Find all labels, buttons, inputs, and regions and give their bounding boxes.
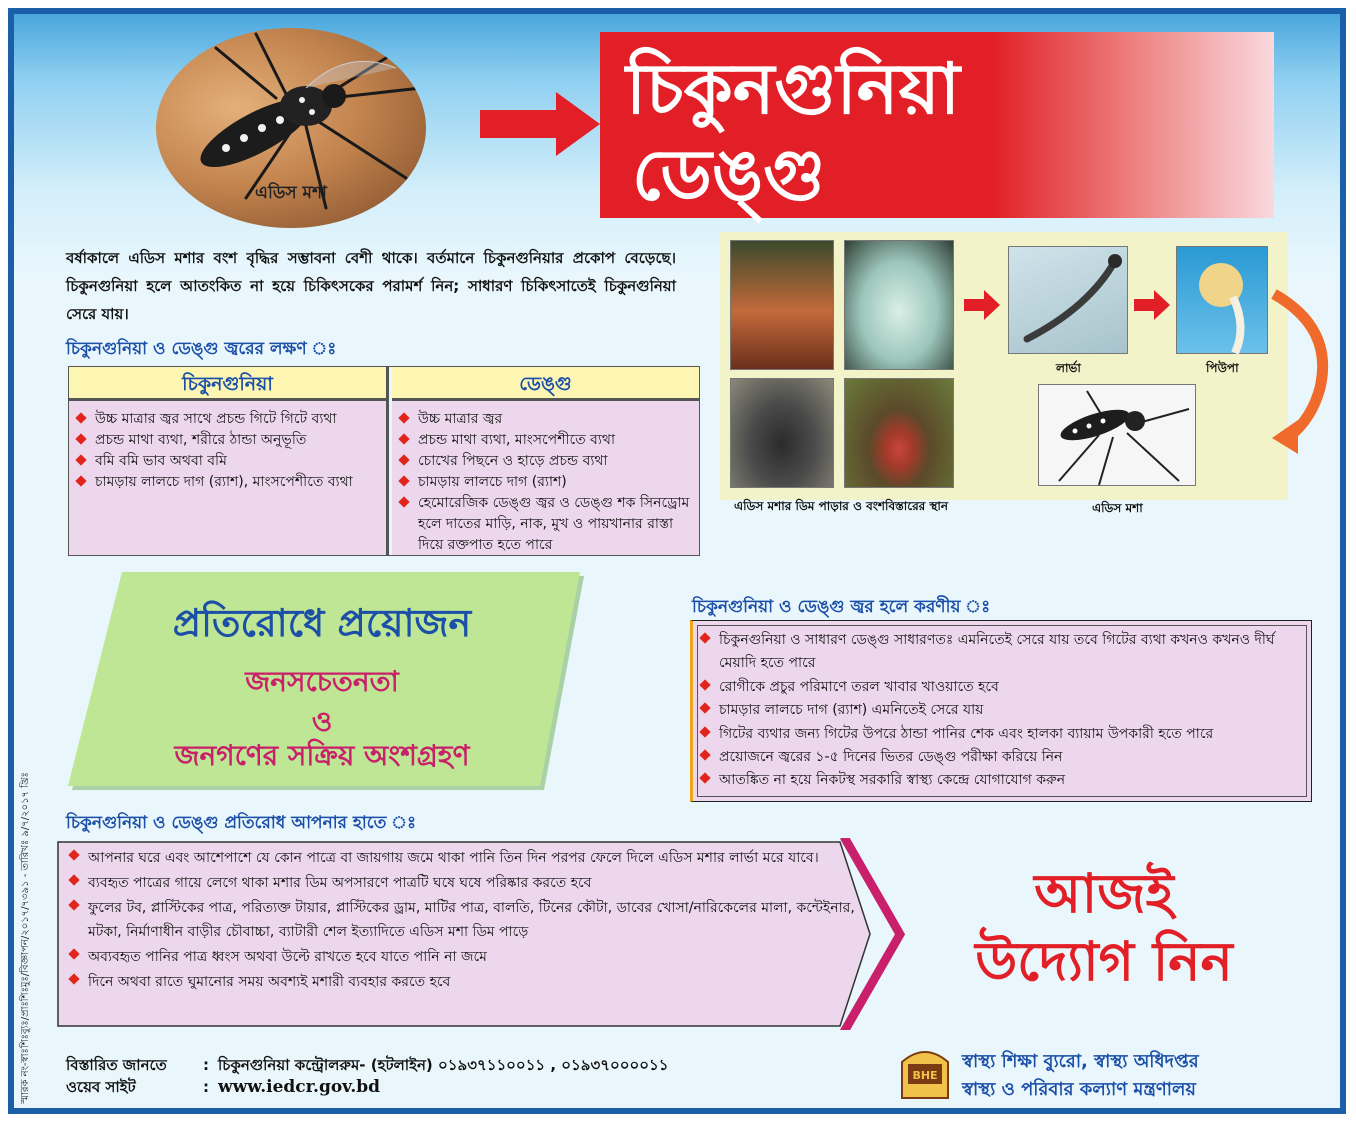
home-prevention-list [68, 846, 868, 995]
list-item: প্রচন্ড মাথা ব্যথা, শরীরে ঠান্ডা অনুভূতি [75, 430, 380, 451]
list-item: বমি বমি ভাব অথবা বমি [75, 451, 380, 472]
larva-icon [1009, 247, 1129, 355]
mosquito-icon [1039, 385, 1197, 487]
list-item: অব্যবহৃত পানির পাত্র ধ্বংস অথবা উল্টে রাখতে হবে যাতে পানি না জমে [68, 945, 868, 970]
flower-pot-photo [730, 240, 834, 370]
call-to-action [954, 860, 1254, 996]
curved-arrow-icon [1268, 288, 1338, 458]
chikungunya-column-header: চিকুনগুনিয়া [69, 367, 386, 401]
larva-label: লার্ভা [1056, 361, 1081, 375]
footer-contact [66, 1054, 826, 1098]
aedes-mosquito-photo [156, 28, 426, 228]
title-chikungunya: চিকুনগুনিয়া [626, 48, 960, 130]
separator: : [203, 1056, 209, 1074]
list-item: গিটের ব্যথার জন্য গিটের উপরে ঠান্ডা পানির শেক এবং হালকা ব্যায়াম উপকারী হতে পারে [699, 723, 1305, 746]
dengue-column [392, 367, 699, 555]
adult-mosquito-caption: এডিস মশা [1092, 501, 1143, 515]
bhe-logo [898, 1042, 952, 1102]
chikungunya-column [69, 367, 389, 555]
symptoms-table [68, 366, 700, 556]
website-link[interactable]: www.iedcr.gov.bd [218, 1077, 381, 1097]
cta-line2: উদ্যোগ নিন [975, 929, 1233, 993]
chikungunya-symptom-list [75, 409, 380, 493]
list-item: প্রয়োজনে জ্বরের ১-৫ দিনের ভিতর ডেঙ্গু পরীক্ষা করিয়ে নিন [699, 746, 1305, 769]
treatment-box [690, 620, 1312, 802]
list-item: চামড়ায় লালচে দাগ (র‌্যাশ), মাংসপেশীতে ব্যথা [75, 472, 380, 493]
mosquito-lifecycle-panel [720, 232, 1288, 515]
list-item: চামড়ায় লালচে দাগ (র‌্যাশ) [398, 472, 693, 493]
home-prevention-list-wrapper [68, 846, 868, 995]
logo-text: BHE [912, 1069, 938, 1082]
list-item: প্রচন্ড মাথা ব্যথা, মাংসপেশীতে ব্যথা [398, 430, 693, 451]
photo-caption: এডিস মশা [255, 183, 327, 203]
prevention-banner [60, 568, 584, 790]
list-item: চিকুনগুনিয়া ও সাধারণ ডেঙ্গু সাধারণতঃ এমনিতেই সেরে যায় তবে গিটের ব্যথা কখনও কখনও দীর্ঘ মেয়াদি হতে পারে [699, 629, 1305, 676]
list-item: উচ্চ মাত্রার জ্বর [398, 409, 693, 430]
right-arrow-icon [964, 290, 1000, 320]
prevention-line-and: ও [311, 705, 333, 738]
cta-line1: আজই [1034, 861, 1174, 925]
details-label: বিস্তারিত জানতে [66, 1056, 167, 1074]
list-item: দিনে অথবা রাতে ঘুমানোর সময় অবশ্যই মশারী ব্যবহার করতে হবে [68, 970, 868, 995]
dengue-column-header: ডেঙ্গু [392, 367, 699, 401]
title-dengue: ডেঙ্গু [632, 134, 826, 216]
larva-photo [1008, 246, 1128, 354]
treatment-heading: চিকুনগুনিয়া ও ডেঙ্গু জ্বর হলে করণীয় ঃ [692, 597, 991, 617]
list-item: আপনার ঘরে এবং আশেপাশে যে কোন পাত্রে বা জায়গায় জমে থাকা পানি তিন দিন পরপর ফেলে দিলে এডিস মশার লার্ভা মরে যাবে। [68, 846, 868, 871]
pupa-label: পিউপা [1206, 361, 1239, 375]
list-item: চোখের পিছনে ও হাড়ে প্রচন্ড ব্যথা [398, 451, 693, 472]
bhe-logo-icon [898, 1042, 952, 1102]
organization-block [962, 1048, 1302, 1104]
list-item: রোগীকে প্রচুর পরিমাণে তরল খাবার খাওয়াতে হবে [699, 676, 1305, 699]
home-prevention-heading: চিকুনগুনিয়া ও ডেঙ্গু প্রতিরোধ আপনার হাতে ঃ [66, 813, 417, 833]
symptoms-heading: চিকুনগুনিয়া ও ডেঙ্গু জ্বরের লক্ষণ ঃ [66, 339, 337, 359]
prevention-title: প্রতিরোধে প্রয়োজন [172, 600, 472, 645]
treatment-list [699, 629, 1305, 793]
discarded-tire-photo [730, 378, 834, 488]
prevention-line-participation: জনগণের সক্রিয় অংশগ্রহণ [174, 739, 470, 772]
website-label: ওয়েব সাইট [66, 1078, 136, 1096]
list-item: ব্যবহৃত পাত্রের গায়ে লেগে থাকা মশার ডিম অপসারণে পাত্রটি ঘষে ঘষে পরিষ্কার করতে হবে [68, 871, 868, 896]
right-arrow-icon [1134, 290, 1170, 320]
title-banner [600, 32, 1274, 218]
org-line1: স্বাস্থ্য শিক্ষা ব্যুরো, স্বাস্থ্য অধিদপ্তর [962, 1051, 1199, 1072]
separator: : [203, 1078, 209, 1096]
pupa-icon [1177, 247, 1269, 355]
pupa-photo [1176, 246, 1268, 354]
list-item: চামড়ার লালচে দাগ (র‌্যাশ) এমনিতেই সেরে যায় [699, 699, 1305, 722]
breeding-sites-caption: এডিস মশার ডিম পাড়ার ও বংশবিস্তারের স্থান [734, 499, 949, 513]
adult-mosquito-photo [1038, 384, 1196, 486]
right-arrow-icon [480, 92, 600, 156]
list-item: ফুলের টব, প্লাস্টিকের পাত্র, পরিত্যক্ত টায়ার, প্লাস্টিকের ড্রাম, মাটির পাত্র, বালতি, টিনের কৌটা, ডাবের খোসা/নারিকেলের মালা, কন্টেইনার, মটকা, নির্মাণাধীন বাড়ীর চৌবাচ্চা, ব্যাটারী শেল ইত্যাদিতে এডিস মশা ডিম পাড়ে [68, 896, 868, 946]
org-line2: স্বাস্থ্য ও পরিবার কল্যাণ মন্ত্রণালয় [962, 1079, 1196, 1100]
prevention-line-awareness: জনসচেতনতা [245, 665, 399, 698]
list-item: উচ্চ মাত্রার জ্বর সাথে প্রচন্ড গিটে গিটে ব্যথা [75, 409, 380, 430]
intro-paragraph: বর্ষাকালে এডিস মশার বংশ বৃদ্ধির সম্ভাবনা বেশী থাকে। বর্তমানে চিকুনগুনিয়ার প্রকোপ বেড়েছে। চিকুনগুনিয়া হলে আতংকিত না হয়ে চিকিৎসকের পরামর্শ নিন; সাধারণ চিকিৎসাতেই চিকুনগুনিয়া সেরে যায়। [66, 249, 676, 323]
side-reference-text: স্মারক নং-স্বাঃশিঃব্যুঃ/প্রাঃশিঃমুঃ/বিজ্ঞাপন/২০১৭/৭৩৯১ - তারিখঃ ৯/৭/২০১৭ খ্রিঃ [20, 772, 31, 1104]
water-bucket-photo [844, 240, 954, 370]
poster [8, 8, 1346, 1114]
hotline-text: চিকুনগুনিয়া কন্ট্রোলরুম- (হটলাইন) ০১৯৩৭১১০০১১ , ০১৯৩৭০০০০১১ [218, 1056, 669, 1074]
dengue-symptom-list [398, 409, 693, 556]
list-item: আতঙ্কিত না হয়ে নিকটস্থ সরকারি স্বাস্থ্য কেন্দ্রে যোগাযোগ করুন [699, 769, 1305, 792]
coconut-shell-photo [844, 378, 954, 488]
list-item: হেমোরেজিক ডেঙ্গু জ্বর ও ডেঙ্গু শক সিনড্রোম হলে দাতের মাড়ি, নাক, মুখ ও পায়খানার রাস্তা দিয়ে রক্তপাত হতে পারে [398, 493, 693, 556]
